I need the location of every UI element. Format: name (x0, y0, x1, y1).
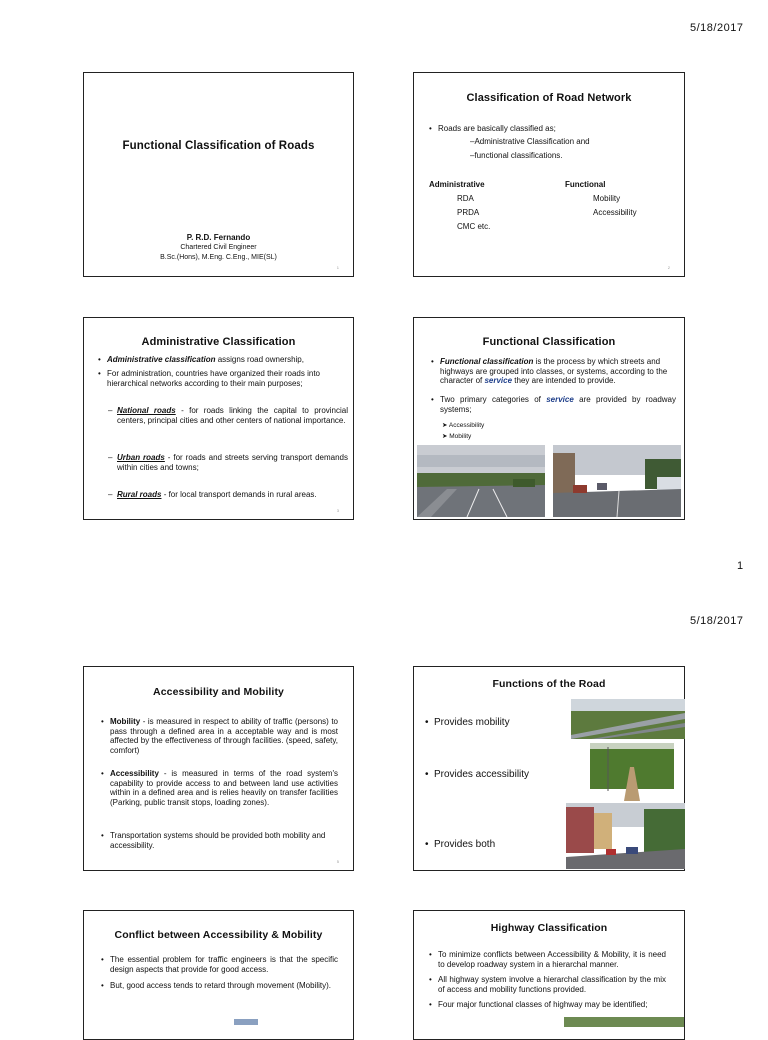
urban-road-photo (553, 445, 681, 517)
flyover-photo (571, 699, 685, 739)
slide-heading: Classification of Road Network (466, 92, 632, 104)
dash-item: – Rural roads - for local transport demands in rural areas. (108, 490, 317, 499)
bullet-text: • Mobility - is measured in respect to ability of traffic (persons) to pass through a defined area in a acceptable way and is most affected by the effectiveness of through facilities. (speed, safety, comfort) (101, 717, 338, 755)
term: Administrative classification (107, 355, 216, 364)
image-fragment (234, 1019, 258, 1025)
slide-accessibility-mobility (83, 666, 354, 871)
author-qualifications: B.Sc.(Hons), M.Eng. C.Eng., MIE(SL) (160, 254, 277, 261)
sub-item: –Administrative Classification and (470, 137, 590, 146)
slide-conflict (83, 910, 354, 1040)
sub-item: ➤ Mobility (442, 433, 472, 440)
slide-number: 1 (336, 265, 339, 270)
sub-item: ➤ Accessibility (442, 422, 485, 429)
bullet-text: • The essential problem for traffic engineers is that the specific design aspects that provide for good access. (101, 955, 338, 974)
list-item: PRDA (457, 208, 480, 217)
list-item: RDA (457, 194, 474, 203)
list-item: • Provides mobility (425, 717, 510, 728)
slide-heading: Accessibility and Mobility (153, 686, 284, 698)
bullet-text: • Two primary categories of service are provided by roadway systems; (431, 395, 677, 414)
rural-road-photo (590, 743, 674, 801)
slide-administrative (83, 317, 354, 520)
bullet-text: • For administration, countries have organized their roads into hierarchical networks according to their main purposes; (98, 369, 320, 388)
dash-item: – National roads - for roads linking the capital to provincial centers, principal cities and other centers of national importance. (108, 406, 348, 425)
slide-number: 3 (336, 508, 339, 513)
bullet-text: • Transportation systems should be provided both mobility and accessibility. (101, 831, 326, 850)
bullet-text: • Four major functional classes of highway may be identified; (429, 1000, 648, 1009)
slide-heading: Functions of the Road (492, 678, 606, 690)
bullet-text: • Roads are basically classified as; (429, 124, 556, 133)
slide-highway-classification (413, 910, 685, 1040)
page-number: 1 (737, 560, 744, 572)
slide-number: 2 (667, 265, 670, 270)
author-name: P. R.D. Fernando (186, 233, 251, 242)
list-item: CMC etc. (457, 222, 491, 231)
highway-photo (417, 445, 545, 517)
slide-title-heading: Functional Classification of Roads (122, 140, 315, 152)
column-heading: Administrative (429, 180, 485, 189)
slide-functions-of-road (413, 666, 685, 871)
column-heading: Functional (565, 180, 606, 189)
list-item: • Provides both (425, 839, 496, 850)
list-item: Accessibility (593, 208, 637, 217)
slide-title (83, 72, 354, 277)
bullet-text: • Accessibility - is measured in terms of the road system's capability to provide access to and between land use activities within in a defined area and is relies heavily on transfer facilities (Parking, public transit stops, loading zones). (101, 769, 338, 807)
slide-heading: Highway Classification (490, 922, 608, 934)
list-item: Mobility (593, 194, 621, 203)
slide-heading: Functional Classification (482, 336, 616, 348)
town-road-photo (566, 803, 685, 869)
page-date: 5/18/2017 (690, 615, 744, 627)
slide-heading: Conflict between Accessibility & Mobility (114, 929, 323, 941)
slide-functional (413, 317, 685, 520)
dash-item: – Urban roads - for roads and streets serving transport demands within cities and towns; (108, 453, 348, 472)
sub-item: –functional classifications. (470, 151, 563, 160)
bullet-text: • To minimize conflicts between Accessibility & Mobility, it is need to develop roadway system in a hierarchal manner. (429, 950, 666, 969)
slide-road-network (413, 72, 685, 277)
image-fragment (564, 1017, 684, 1027)
author-role: Chartered Civil Engineer (180, 244, 257, 251)
slide-heading: Administrative Classification (141, 336, 296, 348)
bullet-text: • But, good access tends to retard through movement (Mobility). (101, 981, 331, 990)
slide-number: 5 (336, 859, 339, 864)
bullet-text: • All highway system involve a hierarchal classification by the mix of access and mobility functions provided. (429, 975, 666, 994)
bullet-text: • Administrative classification assigns road ownership, (98, 355, 304, 364)
list-item: • Provides accessibility (425, 769, 530, 780)
bullet-text: • Functional classification is the process by which streets and highways are grouped into classes, or systems, according to the character of service they are intended to provide. (431, 357, 668, 385)
page-date: 5/18/2017 (690, 22, 744, 34)
